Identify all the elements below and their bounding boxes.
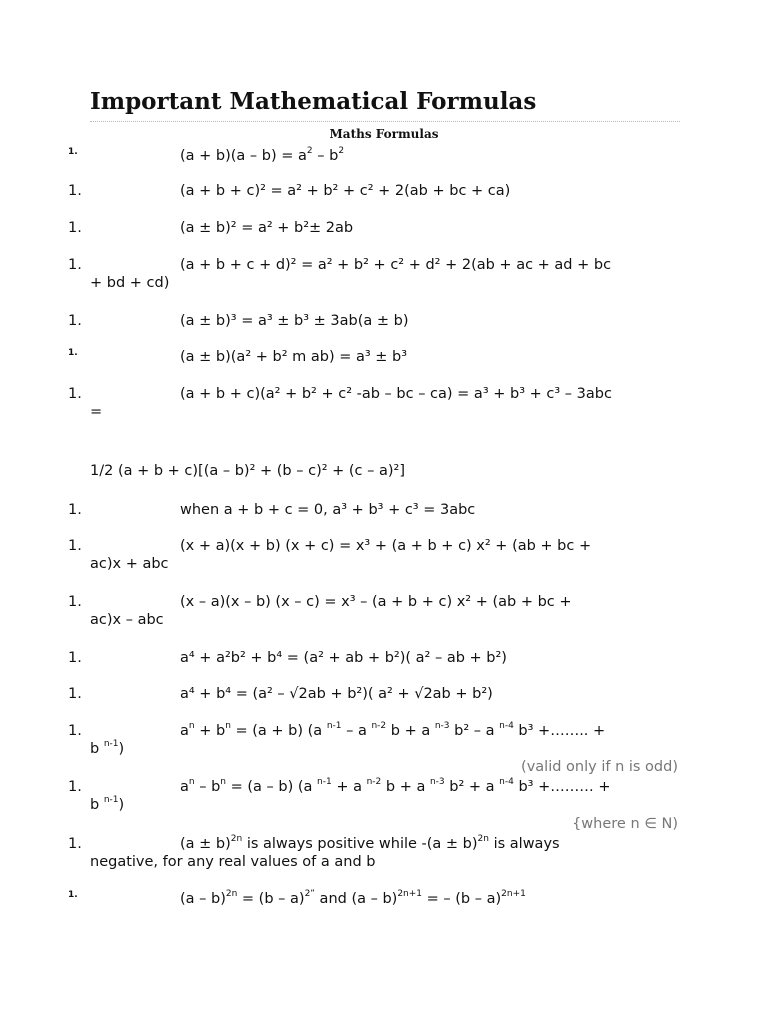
formula-item-4 <box>68 256 688 292</box>
formula-text: (a ± b)³ = a³ ± b³ ± 3ab(a ± b) <box>180 313 409 329</box>
formula-item-16 <box>68 890 688 908</box>
formula-text: (a + b + c)² = a² + b² + c² + 2(ab + bc + ca) <box>180 183 511 199</box>
formula-text: (a ± b)(a² + b² m ab) = a³ ± b³ <box>180 349 408 365</box>
formula-continuation: ac)x + abc <box>90 556 169 572</box>
list-number: 1. <box>68 348 78 358</box>
formula-item-10 <box>68 593 688 629</box>
formula-continuation: = <box>90 404 103 420</box>
formula-14-note: {where n ∈ N) <box>572 816 678 832</box>
list-number: 1. <box>68 220 82 236</box>
formula-text: (a + b + c)(a² + b² + c² -ab – bc – ca) = a³ + b³ + c³ – 3abc <box>180 386 612 402</box>
formula-item-7-continuation: 1/2 (a + b + c)[(a – b)² + (b – c)² + (c – a)²] <box>90 463 406 479</box>
formula-item-5 <box>68 312 688 330</box>
formula-continuation: b $^{n-1}$) <box>90 795 125 813</box>
formula-text: $a^n - b^n = (a - b)$ (a $^{n-1}$ + a $^{n-2}$ b + a $^{n-3}$ b² + a $^{n-4}$ b³ +……… + <box>180 777 611 795</box>
formula-continuation: ac)x – abc <box>90 612 164 628</box>
formula-continuation: b $^{n-1}$) <box>90 739 125 757</box>
list-number: 1. <box>68 723 82 739</box>
list-number: 1. <box>68 594 82 610</box>
formula-text: a⁴ + b⁴ = (a² – √2ab + b²)( a² + √2ab + b²) <box>180 686 493 702</box>
list-number: 1. <box>68 836 82 852</box>
formula-item-7 <box>68 385 688 421</box>
list-number: 1. <box>68 686 82 702</box>
formula-text: (a ± b)² = a² + b²± 2ab <box>180 220 354 236</box>
formula-item-14 <box>68 778 688 814</box>
formula-item-9 <box>68 537 688 573</box>
formula-item-13 <box>68 722 688 758</box>
list-number: 1. <box>68 779 82 795</box>
list-number: 1. <box>68 538 82 554</box>
list-number: 1. <box>68 313 82 329</box>
formula-13-note: (valid only if n is odd) <box>521 759 678 775</box>
formula-text: (x – a)(x – b) (x – c) = x³ – (a + b + c) x² + (ab + bc + <box>180 594 572 610</box>
formula-item-8 <box>68 501 688 519</box>
formula-text: $(a \pm b)^{2n}$ is always positive while $-(a \pm b)^{2n}$ is always <box>180 834 560 852</box>
formula-text: $a^n + b^n = (a + b)$ (a $^{n-1}$ – a $^{n-2}$ b + a $^{n-3}$ b² – a $^{n-4}$ b³ +…….. + <box>180 721 606 739</box>
formula-text: (a + b + c + d)² = a² + b² + c² + d² + 2(ab + ac + ad + bc <box>180 257 612 273</box>
formula-item-11 <box>68 649 688 667</box>
formula-text: (x + a)(x + b) (x + c) = x³ + (a + b + c) x² + (ab + bc + <box>180 538 592 554</box>
formula-text: a⁴ + a²b² + b⁴ = (a² + ab + b²)( a² – ab + b²) <box>180 650 507 666</box>
formula-text: when a + b + c = 0, a³ + b³ + c³ = 3abc <box>180 502 476 518</box>
list-number: 1. <box>68 386 82 402</box>
list-number: 1. <box>68 147 78 157</box>
formula-item-15 <box>68 835 688 871</box>
formula-item-6 <box>68 348 688 366</box>
formula-item-2 <box>68 182 688 200</box>
list-number: 1. <box>68 650 82 666</box>
list-number: 1. <box>68 183 82 199</box>
formula-continuation: + bd + cd) <box>90 275 170 291</box>
document-subtitle: Maths Formulas <box>329 127 439 141</box>
title-divider <box>90 121 680 122</box>
formula-text: $(a + b)(a - b) = a^2 - b^2$ <box>180 146 345 164</box>
formula-item-3 <box>68 219 688 237</box>
formula-continuation: negative, for any real values of a and b <box>90 854 376 870</box>
list-number: 1. <box>68 502 82 518</box>
list-number: 1. <box>68 890 78 900</box>
document-title: Important Mathematical Formulas <box>90 88 537 115</box>
formula-item-12 <box>68 685 688 703</box>
formula-text: (a – b)$^{2n}$ = (b – a)$^{2”}$ and (a – b)$^{2n+1}$ = – (b – a)$^{2n+1}$ <box>180 889 526 907</box>
list-number: 1. <box>68 257 82 273</box>
formula-item-1 <box>68 147 688 165</box>
